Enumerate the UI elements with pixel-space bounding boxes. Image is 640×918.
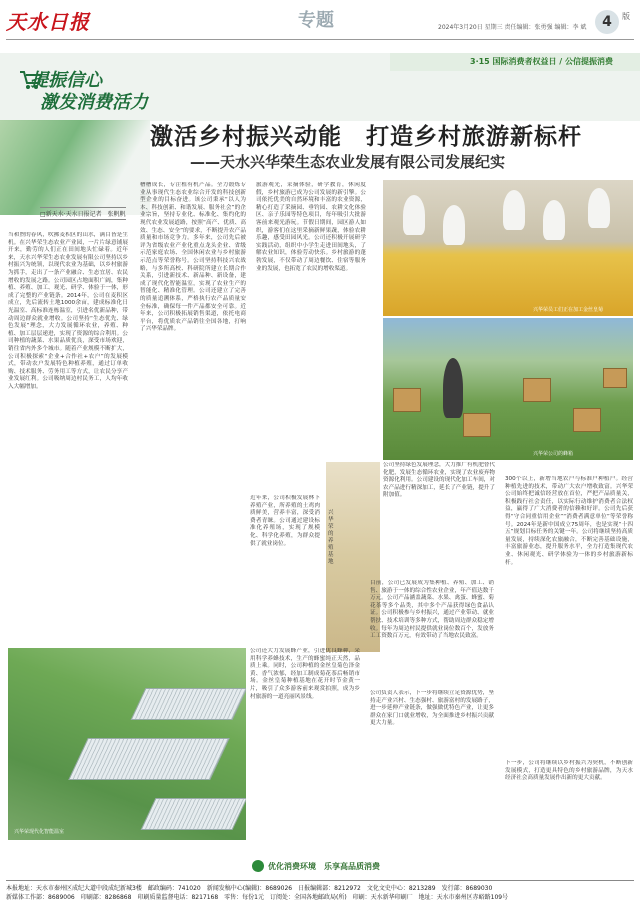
page-number-badge: 4 (595, 10, 619, 34)
article-column-b: 槽槽成长，专注植有机产品。全力锻炼专业从事现代生态农业综合开发的科技创新型企业的目标奋进。该公司秉承“以人为本、科技创新、和谐发展、服务社会”的企业宗旨，坚持专业化、标准化、集约化的现代农业发展道路，按照“高产、优质、高效、生态、安全”的要求，不断提升农产品质量和市场竞争力。多年来，公司先后被评为省级农业产业化重点龙头企业、省级示范家庭农场、全国休闲农业与乡村旅游示范点等荣誉称号。公司坚持科技兴农战略，与多所高校、科研院所建立长期合作关系，引进新技术、新品种、新设备，建成了现代化智能温室，实现了农业生产的智能化、精准化管理。公司还建立了完善的质量追溯体系，严格执行农产品质量安全标准，确保每一件产品都安全可靠。近年来，公司积极拓展销售渠道，依托电商平台，将优质农产品销往全国各地，打响了兴华荣品牌。 (140, 182, 246, 333)
article-column-a: 当和煦的春风，吹拂麦积区的山水，满目皆是生机。在兴华荣生态农业产业园，一片片绿意铺展开来，勤劳的人们正在田间地头忙碌着。近年来，天水兴华荣生态农业发展有限公司坚持以乡村振兴为统领，以现代农业为基础，以乡村旅游为抓手，走出了一条产业融合、生态宜居、农民增收的发展之路。公司园区占地面积广阔，集种植、养殖、加工、观光、研学、体验于一体，形成了完整的产业链条。2014年，公司在麦积区成立，先后流转土地1000余亩，建成标准化日光温室、高标准连栋温室，引进名优新品种，带动周边群众就业增收。公司坚持“生态优先、绿色发展”理念，大力发展循环农业，养殖、种植、加工层层递进，实现了资源的综合利用。公司种植的蔬菜、水果品质优良，深受市场欢迎，销往省内外多个城市。随着产业规模不断扩大，公司积极探索“企业+合作社+农户”的发展模式，带动农户发展特色种植养殖，通过订单收购、技术服务、劳务用工等方式，让农民分享产业发展红利。公司吸纳周边村民务工，人均年收入大幅增加。 (8, 232, 128, 390)
photo-bees (383, 318, 633, 460)
header-meta: 2024年3月20日 星期三 责任编辑：张勇强 编辑：李 斌 (438, 24, 587, 31)
caption-greenhouse: 兴华荣现代化智能温室 (14, 829, 65, 835)
article-column-e: 公司坚持绿色发展理念，大力推广有机肥替代化肥，发展生态循环农业，实现了农业废弃物资源化利用。公司建设的现代化加工车间，对农产品进行精深加工，延长了产业链，提升了附加值。 (383, 462, 495, 499)
banner-decoration (0, 120, 150, 215)
photo-workers (383, 180, 633, 316)
article-column-j: 下一步，公司将继续以乡村振兴为契机，不断创新发展模式，打造更具特色的乡村旅游品牌，为天水经济社会高质量发展作出新的更大贡献。 (505, 760, 633, 782)
caption-workers: 兴华荣员工们正在加工金丝皇菊 (533, 307, 604, 313)
article-column-f: 目前，公司已发展成为集种植、养殖、加工、销售、旅游于一体的综合性农业企业，年产值达数千万元。公司产品涵盖蔬菜、水果、禽蛋、蜂蜜、菊花茶等多个品类，其中多个产品获得绿色食品认证。公司积极参与乡村振兴，通过产业带动、就业帮扶、技术培训等多种方式，帮助周边群众稳定增收。每年为周边村民提供就业岗位数百个，发放务工工资数百万元，有效带动了当地农民致富。 (370, 580, 494, 640)
caption-bees: 兴华荣公司的蜂箱 (533, 451, 574, 457)
headline: 激活乡村振兴动能 打造乡村旅游新标杆 (150, 124, 582, 150)
slogan-logo-icon (252, 860, 264, 872)
banner-title-line1: 提振信心 (30, 70, 102, 91)
article-column-g: 300个以上，新增当地农户与标准户种植户。经营种植先进的技术，带动广大农户增收致富。兴华荣公司始终把诚信经营放在首位，严把产品质量关，积极践行社会责任，以实际行动维护消费者合法权益，赢得了广大消费者的信赖和好评。公司先后获得“守合同重信用企业”“消费者满意单位”等荣誉称号。2024年是新中国成立75周年，也是实现“十四五”规划目标任务的关键一年。公司将继续坚持高质量发展，持续深化农旅融合，不断完善基础设施，丰富旅游业态，提升服务水平，全力打造集现代农业、休闲观光、研学体验为一体的乡村旅游新标杆。 (505, 476, 633, 566)
footer-slogan: 优化消费环境 乐享高品质消费 (268, 862, 380, 871)
article-column-c: 旅游观光，采摘体验，研学教育，休闲度假，乡村旅游已成为公司发展的新引擎。公司依托优美的自然环境和丰富的农业资源，精心打造了采摘园、垂钓园、农耕文化体验区、亲子乐园等特色项目，每年吸引大批游客前来观光游玩。节假日期间，园区游人如织，游客们在这里采摘新鲜果蔬，体验农耕乐趣，感受田园风光。公司还积极开展研学实践活动，组织中小学生走进田间地头，了解农业知识，体验劳动快乐。乡村旅游的蓬勃发展，不仅带动了周边餐饮、住宿等服务业的发展，也拓宽了农民的增收渠道。 (256, 182, 366, 272)
article-column-d: 近年来，公司积极发展林下养殖产业，所养殖的土鸡肉质鲜美，营养丰富，深受消费者青睐。公司通过建设标准化养殖场，实现了规模化、科学化养殖，为群众提供了就业岗位。 (250, 495, 320, 547)
header-divider (6, 39, 634, 40)
caption-chicks: 兴华荣的养殖基地 (328, 510, 334, 565)
footer-info (6, 884, 634, 902)
page-side-label: 版 (622, 12, 630, 21)
masthead: 天水日报 (6, 10, 90, 34)
subheadline: ——天水兴华荣生态农业发展有限公司发展纪实 (190, 153, 506, 171)
footer-line-1: 本报地址：天水市秦州区成纪大道中段成纪新城3楼 邮政编码：741020 新闻发稿中心(编辑)：8689026 日报编辑部：8212972 文化文史中心：8213289 发行部：8689030 (6, 885, 493, 892)
ribbon-text: 3·15 国际消费者权益日 / 公信提振消费 (470, 57, 614, 66)
footer-divider (6, 880, 634, 881)
article-column-i: 公司负责人表示，下一步将继续立足资源优势，坚持走产业兴村、生态强村、旅游富村的发展路子，进一步延伸产业链条，做强做优特色产业，让更多群众在家门口就业增收，为全面推进乡村振兴贡献更大力量。 (370, 690, 494, 727)
footer-line-2: 新媒体工作部：8689006 印刷部：8286868 印刷质量监督电话：8217168 零售：每份1元 订阅处：全国各地邮政局(所) 印刷：天水新华印刷厂 地址：天水市秦州区赤峪路109号 (6, 894, 509, 901)
article-column-h: 公司还大力发展蜂产业，引进优良蜂种，采用科学养蜂技术，生产的蜂蜜纯正天然，品质上乘。同时，公司种植的金丝皇菊色泽金黄、香气浓郁，经加工制成菊花茶后畅销市场。金丝皇菊种植基地在花开时节金黄一片，吸引了众多游客前来观赏拍照，成为乡村旅游的一道亮丽风景线。 (250, 648, 360, 700)
byline: □新天水·天水日报记者 张帆帆 (40, 207, 126, 220)
section-topic: 专题 (298, 10, 334, 31)
banner-title-line2: 激发消费活力 (40, 92, 148, 113)
